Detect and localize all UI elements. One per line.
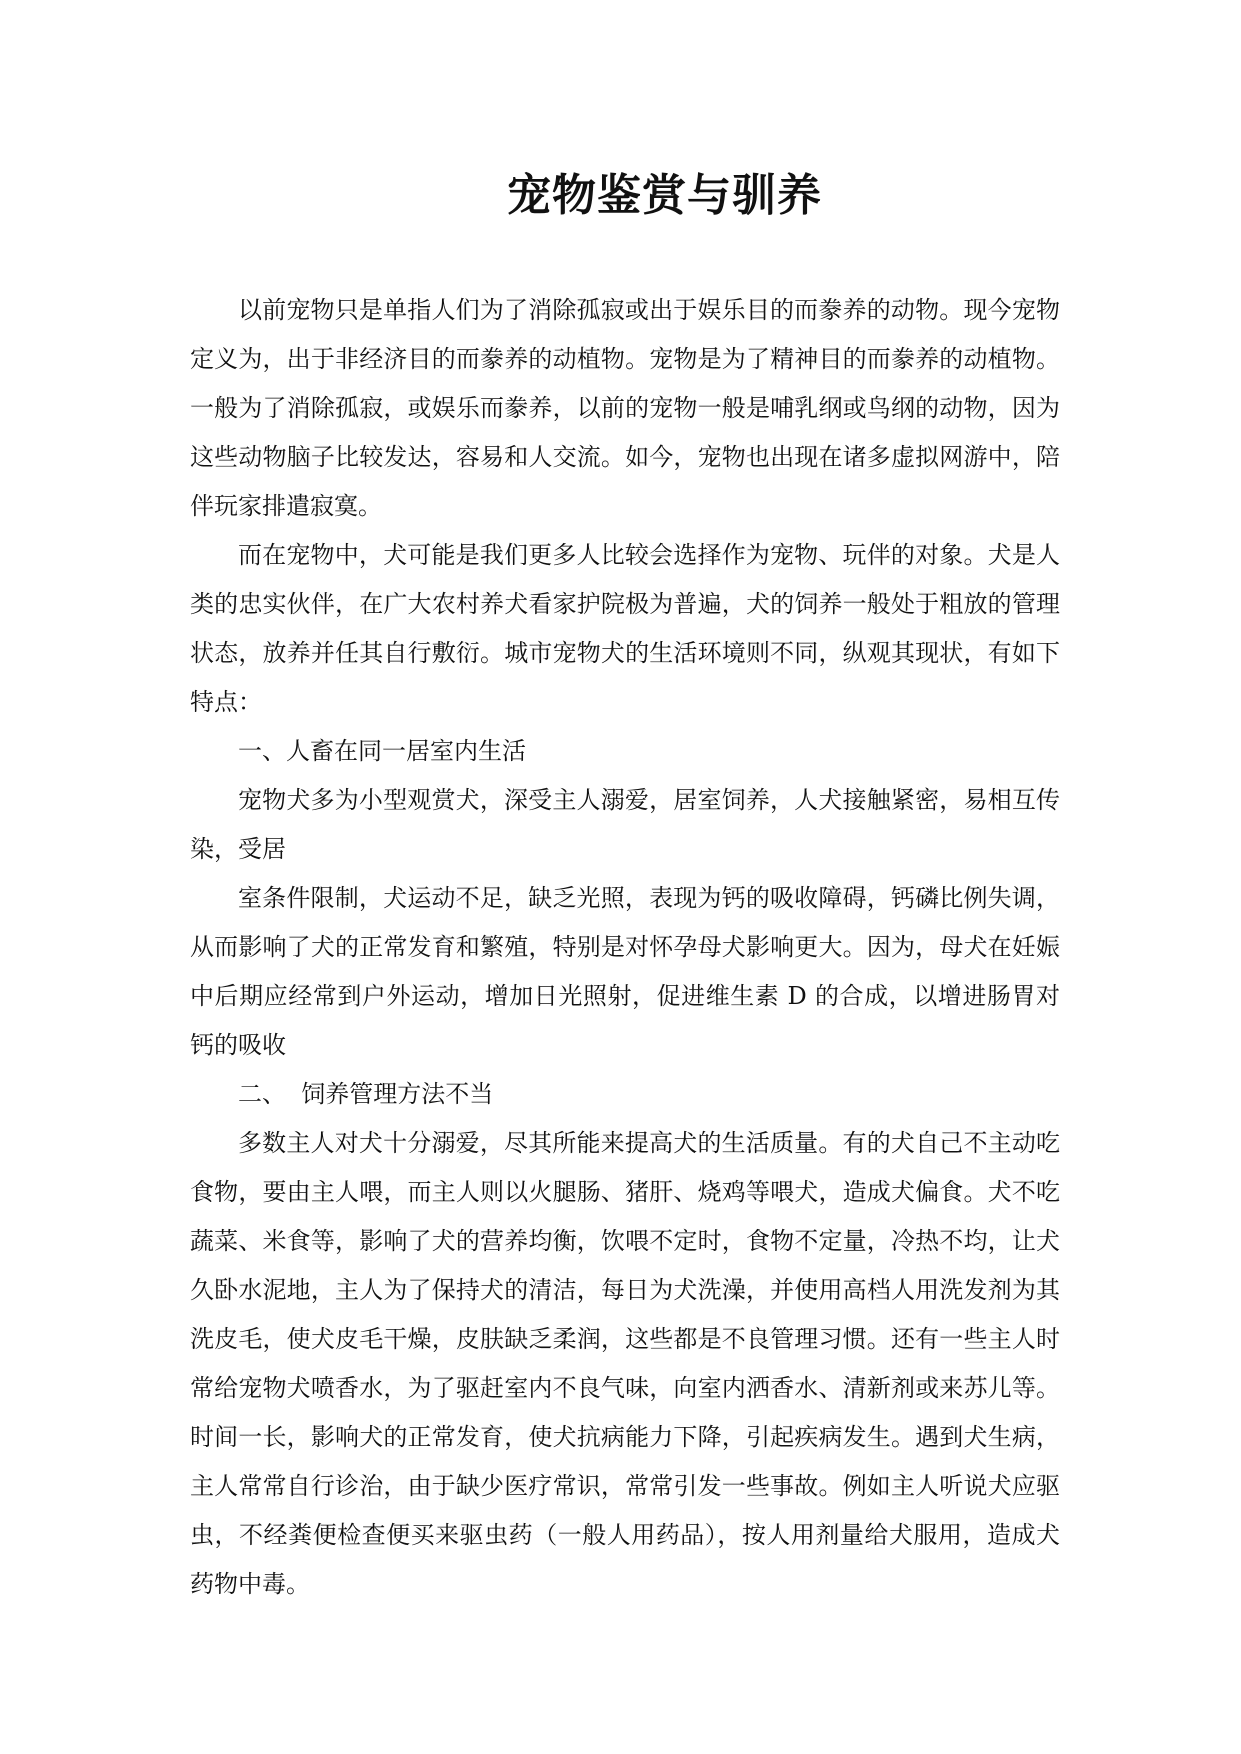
paragraph-section-1-a: 宠物犬多为小型观赏犬，深受主人溺爱，居室饲养，人犬接触紧密，易相互传染，受居 [190, 786, 1060, 863]
paragraph-intro: 以前宠物只是单指人们为了消除孤寂或出于娱乐目的而豢养的动物。现今宠物定义为，出于非经济目的而豢养的动植物。宠物是为了精神目的而豢养的动植物。一般为了消除孤寂，或娱乐而豢养，以前的宠物一般是哺乳纲或鸟纲的动物，因为这些动物脑子比较发达，容易和人交流。如今，宠物也出现在诸多虚拟网游中，陪伴玩家排遣寂寞。 [190, 296, 1060, 520]
paragraph-dogs-intro: 而在宠物中，犬可能是我们更多人比较会选择作为宠物、玩伴的对象。犬是人类的忠实伙伴，在广大农村养犬看家护院极为普遍，犬的饲养一般处于粗放的管理状态，放养并任其自行敷衍。城市宠物犬的生活环境则不同，纵观其现状，有如下特点： [190, 541, 1060, 716]
section-heading-2: 二、 饲养管理方法不当 [238, 1080, 494, 1108]
document-title: 宠物鉴赏与驯养 [507, 170, 822, 221]
paragraph-section-1-b: 室条件限制，犬运动不足，缺乏光照，表现为钙的吸收障碍，钙磷比例失调，从而影响了犬的正常发育和繁殖，特别是对怀孕母犬影响更大。因为，母犬在妊娠中后期应经常到户外运动，增加日光照射，促进维生素 D 的合成，以增进肠胃对钙的吸收 [190, 884, 1060, 1059]
paragraph-section-2: 多数主人对犬十分溺爱，尽其所能来提高犬的生活质量。有的犬自己不主动吃食物，要由主人喂，而主人则以火腿肠、猪肝、烧鸡等喂犬，造成犬偏食。犬不吃蔬菜、米食等，影响了犬的营养均衡，饮喂不定时，食物不定量，冷热不均，让犬久卧水泥地，主人为了保持犬的清洁，每日为犬洗澡，并使用高档人用洗发剂为其洗皮毛，使犬皮毛干燥，皮肤缺乏柔润，这些都是不良管理习惯。还有一些主人时常给宠物犬喷香水，为了驱赶室内不良气味，向室内洒香水、清新剂或来苏儿等。时间一长，影响犬的正常发育，使犬抗病能力下降，引起疾病发生。遇到犬生病，主人常常自行诊治，由于缺少医疗常识，常常引发一些事故。例如主人听说犬应驱虫，不经粪便检查便买来驱虫药（一般人用药品），按人用剂量给犬服用，造成犬药物中毒。 [190, 1129, 1060, 1598]
section-heading-1: 一、人畜在同一居室内生活 [238, 737, 526, 765]
document-body [190, 286, 1060, 1609]
